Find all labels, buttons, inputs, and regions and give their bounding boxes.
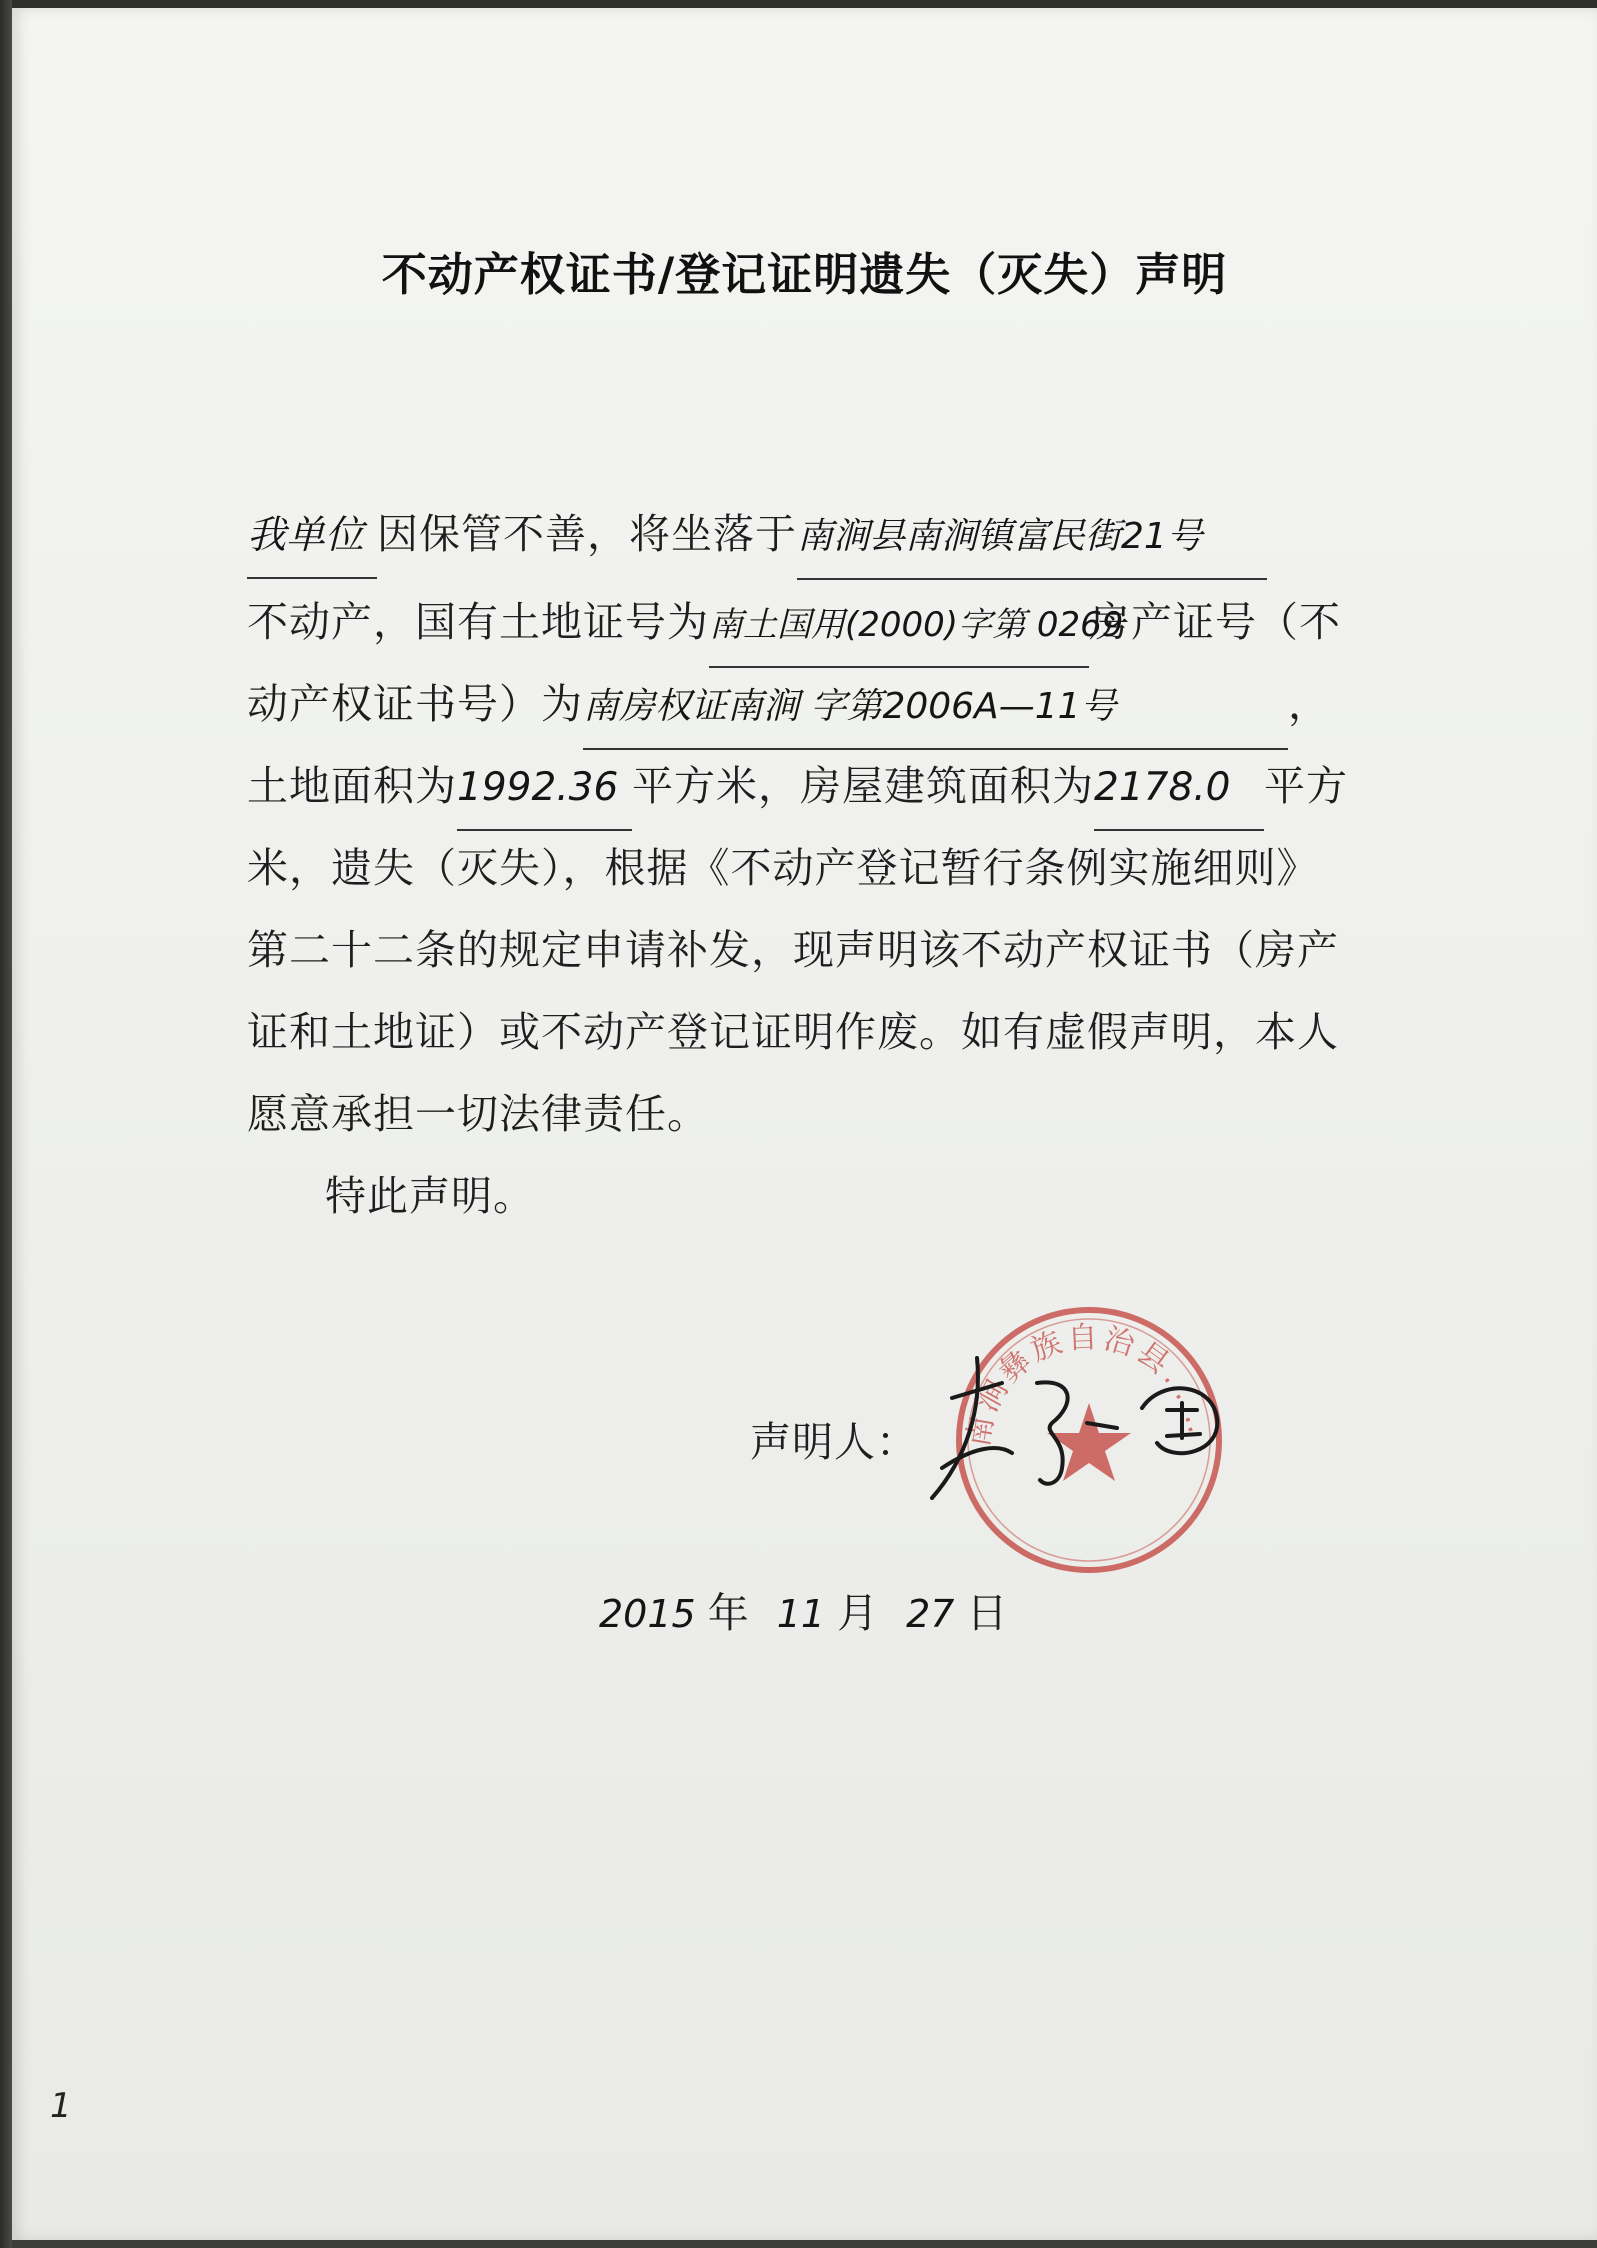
line-2-text-b: 房产证号（不 [1089,598,1341,646]
handwritten-signature-icon [912,1348,1242,1518]
date-month-handwriting: 11 [776,1592,826,1636]
location-field [797,493,1267,580]
land-area-handwriting: 1992.36 [457,765,619,810]
date-year-handwriting: 2015 [599,1592,696,1636]
document-paper [12,8,1597,2240]
date-year-unit: 年 [707,1589,749,1637]
building-area-handwriting: 2178.0 [1094,765,1231,810]
land-area-field [457,745,632,831]
date-day-unit: 日 [966,1589,1008,1637]
line-4-text-a: 土地面积为 [247,762,457,810]
paragraph-line-3 [247,663,1330,745]
line-1-text: 因保管不善，将坐落于 [377,510,797,558]
line-2-text-a: 不动产，国有土地证号为 [247,598,709,646]
declarant-label: 声明人： [750,1418,918,1466]
line-4-text-b: 平方米，房屋建筑面积为 [632,762,1094,810]
line-3-text-a: 动产权证书号）为 [247,680,583,728]
document-title: 不动产权证书/登记证明遗失（灭失）声明 [381,248,1228,301]
building-area-field [1094,745,1264,831]
paragraph-line-5: 米，遗失（灭失），根据《不动产登记暂行条例实施细则》 [247,844,1319,892]
declarant-party-handwriting: 我单位 [247,513,365,558]
line-3-text-b: ， [1288,680,1330,728]
land-cert-field [709,581,1124,668]
house-cert-field [583,663,1288,750]
svg-text:南涧彝族自治县……: 南涧彝族自治县…… [960,1319,1218,1450]
closing-statement: 特此声明。 [325,1172,535,1220]
paragraph-line-7: 证和土地证）或不动产登记证明作废。如有虚假声明，本人 [247,1008,1339,1056]
date-month-unit: 月 [837,1589,879,1637]
line-4-text-c: 平方 [1264,762,1348,810]
paragraph-line-2 [247,581,1341,663]
date-day-handwriting: 27 [906,1592,955,1636]
paragraph-line-4 [247,745,1348,827]
paragraph-line-6: 第二十二条的规定申请补发，现声明该不动产权证书（房产 [247,926,1339,974]
page-mark: 1 [50,2086,72,2126]
scanner-edge-left [0,0,12,2248]
paragraph-line-1 [247,493,1267,575]
declarant-party-field [247,493,377,579]
house-cert-handwriting: 南房权证南涧 字第2006A—11号 [583,686,1117,727]
location-handwriting: 南涧县南涧镇富民街21号 [797,516,1203,557]
declaration-date [599,1578,1007,1648]
land-cert-handwriting: 南土国用(2000)字第 0269 [709,605,1124,645]
paragraph-line-8: 愿意承担一切法律责任。 [247,1090,709,1138]
